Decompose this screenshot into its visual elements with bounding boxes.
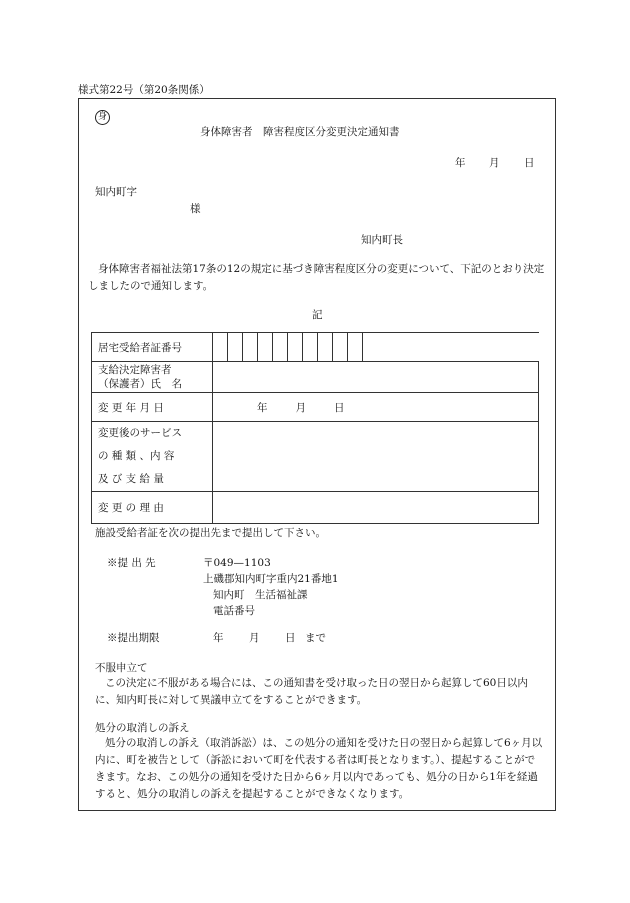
ki-mark: 記 <box>312 309 323 321</box>
circled-stamp: 身 <box>95 110 110 125</box>
digit-box[interactable] <box>273 333 288 361</box>
table-row <box>92 492 539 524</box>
recipient-name-label: 支給決定障害者 （保護者）氏 名 <box>92 362 213 393</box>
objection-text: この決定に不服がある場合には、この通知書を受け取った日の翌日から起算して60日以内に、知内町長に対して異議申立てをすることができます。 <box>95 677 528 706</box>
service-label: 変更後のサービス の 種 類 、内 容 及 び 支 給 量 <box>92 422 213 492</box>
info-table <box>91 332 539 524</box>
digit-box[interactable] <box>243 333 258 361</box>
date-day: 日 <box>524 157 535 169</box>
reason-label: 変 更 の 理 由 <box>92 492 213 524</box>
digit-box[interactable] <box>333 333 348 361</box>
change-date-label: 変 更 年 月 日 <box>92 393 213 422</box>
recipient-address-label: 知内町字 <box>95 186 137 198</box>
digit-box[interactable] <box>348 333 363 361</box>
submission-office: 知内町 生活福祉課 <box>213 589 308 601</box>
digit-box[interactable] <box>288 333 303 361</box>
recipient-name-value[interactable] <box>213 362 539 393</box>
submit-instruction: 施設受給者証を次の提出先まで提出して下さい。 <box>95 527 326 539</box>
submission-address: 上磯郡知内町字重内21番地1 <box>203 573 339 585</box>
date-month: 月 <box>489 157 500 169</box>
table-row <box>92 422 539 492</box>
cert-number-label: 居宅受給者証番号 <box>92 333 213 362</box>
digit-box[interactable] <box>318 333 333 361</box>
page-title: 身体障害者 障害程度区分変更決定通知書 <box>200 126 400 138</box>
body-paragraph: 身体障害者福祉法第17条の12の規定に基づき障害程度区分の変更について、下記のとおり決定しましたので通知します。 <box>88 263 545 292</box>
table-row <box>92 393 539 422</box>
submission-phone: 電話番号 <box>213 605 255 617</box>
table-row <box>92 362 539 393</box>
deadline-year: 年 <box>213 632 224 644</box>
submission-postal: 〒049—1103 <box>203 557 271 569</box>
recipient-honorific: 様 <box>190 203 201 215</box>
deadline-month: 月 <box>249 632 260 644</box>
reason-value[interactable] <box>213 492 539 524</box>
digit-boxes <box>213 333 539 361</box>
issuer: 知内町長 <box>361 234 403 246</box>
service-value[interactable] <box>213 422 539 492</box>
cert-number-cells <box>213 333 539 362</box>
deadline-day: 日 <box>285 632 296 644</box>
submission-label: ※提 出 先 <box>107 557 156 569</box>
digit-box[interactable] <box>228 333 243 361</box>
digit-box[interactable] <box>258 333 273 361</box>
lawsuit-text: 処分の取消しの訴え（取消訴訟）は、この処分の通知を受けた日の翌日から起算して6ヶ月以内に、町を被告として（訴訟において町を代表する者は町長となります。）、提起することができます。なお、この処分の通知を受けた日から6ヶ月以内であっても、処分の日から1年を経過すると、処分の取消しの訴えを提起することができなくなります。 <box>95 737 543 800</box>
lawsuit-heading: 処分の取消しの訴え <box>95 722 190 734</box>
deadline-until: まで <box>305 632 326 644</box>
digit-box[interactable] <box>303 333 318 361</box>
objection-heading: 不服申立て <box>95 662 148 674</box>
form-number: 様式第22号（第20条関係） <box>78 84 210 96</box>
digit-box[interactable] <box>213 333 228 361</box>
table-row <box>92 333 539 362</box>
deadline-label: ※提出期限 <box>107 632 160 644</box>
date-year: 年 <box>455 157 466 169</box>
change-date-value[interactable]: 年 月 日 <box>213 393 539 422</box>
